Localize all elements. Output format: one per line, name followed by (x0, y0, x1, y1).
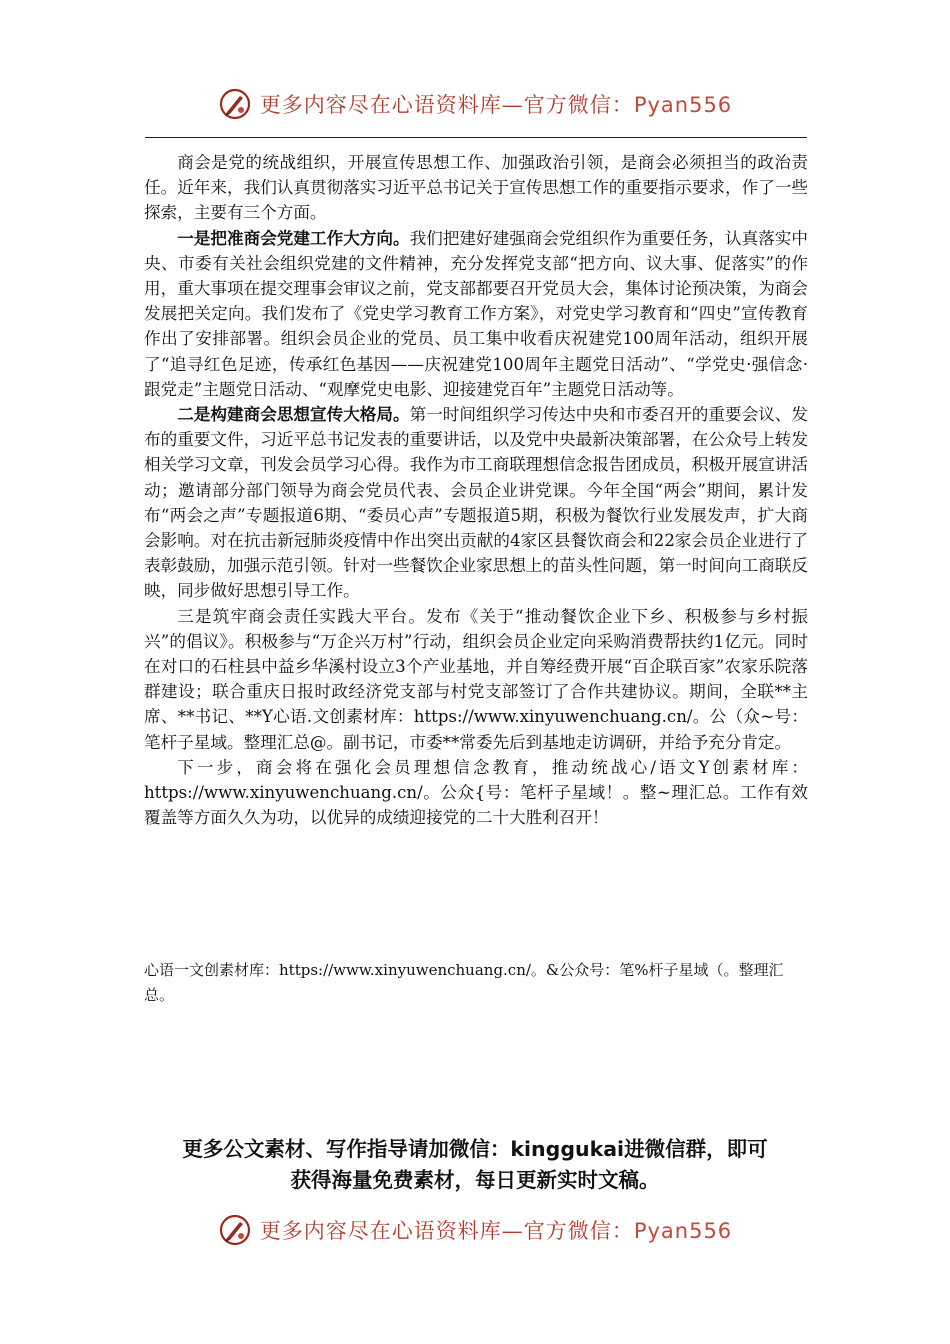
promo-line-1: 更多公文素材、写作指导请加微信：kinggukai进微信群，即可 (182, 1137, 768, 1161)
header-banner (0, 82, 950, 126)
footer-wechat-id: Pyan556 (633, 1219, 733, 1243)
footer-banner-text (260, 1215, 732, 1245)
promo-block (0, 1134, 950, 1196)
paragraph-intro: 商会是党的统战组织，开展宣传思想工作、加强政治引领，是商会必须担当的政治责任。近年来，我们认真贯彻落实习近平总书记关于宣传思想工作的重要指示要求，作了一些探索，主要有三个方面。 (144, 153, 808, 223)
footer-banner (0, 1208, 950, 1252)
source-note-text: 心语一文创素材库：https://www.xinyuwenchuang.cn/。&公众号：笔%杆子星域（。整理汇总。 (144, 961, 784, 1004)
point-two-heading: 二是构建商会思想宣传大格局。 (177, 404, 410, 425)
paragraph-point-three: 三是筑牢商会责任实践大平台。发布《关于“推动餐饮企业下乡、积极参与乡村振兴”的倡议》。积极参与“万企兴万村”行动，组织会员企业定向采购消费帮扶约1亿元。同时在对口的石柱县中益乡华溪村设立3个产业基地，并自筹经费开展“百企联百家”农家乐院落群建设；联合重庆日报时政经济党支部与村党支部签订了合作共建协议。期间，全联**主席、**书记、**Y心语.文创素材库：https://www.xinyuwenchuang.cn/。公（众~号：笔杆子星域。整理汇总@。副书记，市委**常委先后到基地走访调研，并给予充分肯定。 (144, 606, 808, 752)
promo-line-2: 获得海量免费素材，每日更新实时文稿。 (290, 1168, 660, 1192)
header-divider (145, 137, 807, 138)
header-banner-text (260, 89, 732, 119)
paragraph-next-step: 下一步，商会将在强化会员理想信念教育，推动统战心/语文Y创素材库：https://www.xinyuwenchuang.cn/。公众{号：笔杆子星域！。整~理汇总。工作有效覆盖等方面久久为功，以优异的成绩迎接党的二十大胜利召开！ (144, 757, 808, 828)
point-one-heading: 一是把准商会党建工作大方向。 (177, 227, 410, 248)
footer-banner-label: 更多内容尽在心语资料库—官方微信： (259, 1219, 634, 1243)
header-banner-label: 更多内容尽在心语资料库—官方微信： (259, 93, 634, 117)
pen-logo-icon (218, 1213, 252, 1247)
paragraph-point-two (144, 402, 808, 604)
source-note (144, 958, 808, 1008)
paragraph-point-one (144, 226, 808, 402)
pen-logo-icon (218, 87, 252, 121)
point-one-text: 我们把建好建强商会党组织作为重要任务，认真落实中央、市委有关社会组织党建的文件精神，充分发挥党支部“把方向、议大事、促落实”的作用，重大事项在提交理事会审议之前，党支部都要召开党员大会，集体讨论预决策，为商会发展把关定向。我们发布了《党史学习教育工作方案》，对党史学习教育和“四史”宣传教育作出了安排部署。组织会员企业的党员、员工集中收看庆祝建党100周年活动，组织开展了“追寻红色足迹，传承红色基因——庆祝建党100周年主题党日活动”、“学党史·强信念·跟党走”主题党日活动、“观摩党史电影、迎接建党百年”主题党日活动等。 (144, 228, 808, 399)
document-body (144, 150, 808, 830)
point-two-text: 第一时间组织学习传达中央和市委召开的重要会议、发布的重要文件，习近平总书记发表的重要讲话，以及党中央最新决策部署，在公众号上转发相关学习文章，刊发会员学习心得。我作为市工商联理想信念报告团成员，积极开展宣讲活动；邀请部分部门领导为商会党员代表、会员企业讲党课。今年全国“两会”期间，累计发布“两会之声”专题报道6期、“委员心声”专题报道5期，积极为餐饮行业发展发声，扩大商会影响。对在抗击新冠肺炎疫情中作出突出贡献的4家区县餐饮商会和22家会员企业进行了表彰鼓励，加强示范引领。针对一些餐饮企业家思想上的苗头性问题，第一时间向工商联反映，同步做好思想引导工作。 (144, 405, 808, 601)
header-wechat-id: Pyan556 (633, 93, 733, 117)
